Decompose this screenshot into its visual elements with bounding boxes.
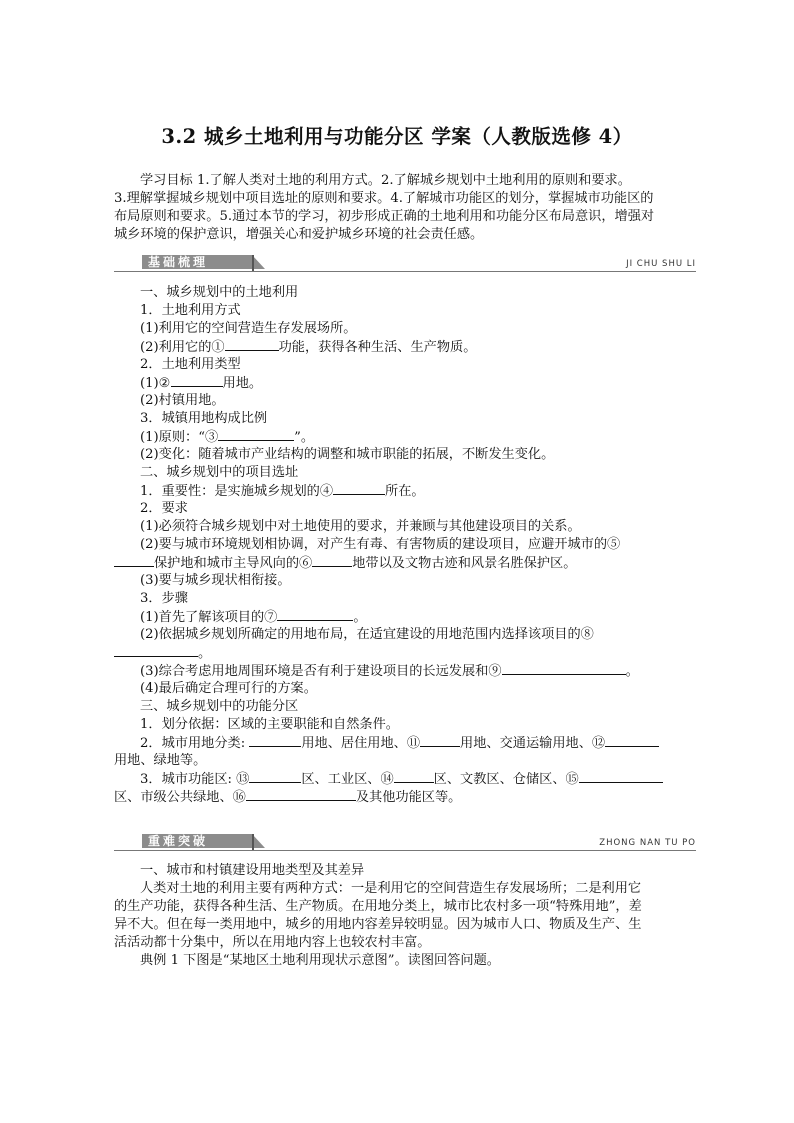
item-3-1 (140, 428, 314, 447)
item-1-2 (140, 338, 476, 357)
zoning-basis: 1．划分依据：区域的主要职能和自然条件。 (140, 717, 399, 732)
bar-notch (252, 834, 254, 850)
text: 2．城市用地分类: (140, 736, 246, 751)
heading-zoning: 三、城乡规划中的功能分区 (140, 699, 299, 714)
item-2-2: (2)村镇用地。 (140, 393, 225, 408)
text: 区、工业区、⑭ (301, 772, 394, 787)
blank-6[interactable] (312, 554, 352, 567)
goals-line-1: 学习目标 1.了解人类对土地的利用方式。2.了解城乡规划中土地利用的原则和要求。 (140, 173, 631, 188)
section-bar-pinyin: JI CHU SHU LI (626, 259, 696, 269)
step-2: (2)依据城乡规划所确定的用地布局，在适宜建设的用地范围内选择该项目的⑧ (140, 627, 594, 642)
section-bar-pinyin: ZHONG NAN TU PO (599, 838, 696, 848)
text: ”。 (294, 430, 315, 445)
step-4: (4)最后确定合理可行的方案。 (140, 681, 317, 696)
function-zones (140, 770, 663, 789)
goals-line-4: 城乡环境的保护意识，增强关心和爱护城乡环境的社会责任感。 (114, 227, 484, 242)
blank-13[interactable] (249, 770, 301, 783)
text: 3．城市功能区: ⑬ (140, 772, 250, 787)
text: 区、市级公共绿地、⑯ (114, 790, 246, 805)
text: 用地。 (222, 376, 263, 391)
page-title: 3.2 城乡土地利用与功能分区 学案（人教版选修 4） (161, 125, 633, 148)
blank-15[interactable] (579, 770, 663, 783)
text: (3)综合考虑用地周围环境是否有利于建设项目的长远发展和⑨ (140, 664, 502, 679)
item-importance (140, 482, 425, 501)
bar-rule (114, 850, 696, 851)
text: (1)首先了解该项目的⑦ (140, 610, 278, 625)
para-line-3: 异不大。但在每一类用地中，城乡的用地内容差异较明显。因为城市人口、物质及生产、生 (114, 917, 642, 932)
blank-10[interactable] (249, 734, 301, 747)
step-1 (140, 608, 367, 627)
blank-2[interactable] (171, 374, 223, 387)
req-2: (2)要与城市环境规划相协调，对产生有毒、有害物质的建设项目，应避开城市的⑤ (140, 537, 621, 552)
land-classification-cont: 用地、绿地等。 (114, 753, 207, 768)
blank-1[interactable] (225, 338, 279, 351)
req-2-cont (114, 554, 576, 573)
req-1: (1)必须符合城乡规划中对土地使用的要求，并兼顾与其他建设项目的关系。 (140, 519, 581, 534)
bar-notch (252, 255, 254, 271)
text: 功能，获得各种生活、生产物质。 (278, 340, 477, 355)
blank-12[interactable] (605, 734, 659, 747)
text: 所在。 (385, 484, 425, 499)
text: 地带以及文物古迹和风景名胜保护区。 (352, 556, 577, 571)
blank-14[interactable] (394, 770, 434, 783)
text: 。 (353, 610, 367, 625)
text: (2)利用它的① (140, 340, 225, 355)
text: 。 (198, 646, 212, 661)
text: 。 (625, 664, 639, 679)
item-steps: 3．步骤 (140, 591, 188, 606)
blank-11[interactable] (420, 734, 460, 747)
function-zones-cont (114, 788, 461, 807)
section-bar-label: 基础梳理 (142, 255, 252, 269)
step-2-cont (114, 644, 211, 663)
req-3: (3)要与城乡现状相衔接。 (140, 573, 291, 588)
text: 用地、居住用地、⑪ (301, 736, 421, 751)
text: 用地、交通运输用地、⑫ (460, 736, 606, 751)
item-1-1: (1)利用它的空间营造生存发展场所。 (140, 321, 357, 336)
item-2: 2．土地利用类型 (140, 357, 241, 372)
text: 及其他功能区等。 (355, 790, 462, 805)
heading-land-types: 一、城市和村镇建设用地类型及其差异 (140, 863, 365, 878)
blank-5[interactable] (114, 554, 154, 567)
section-bar-key-points (114, 834, 696, 854)
goals-line-2: 3.理解掌握城乡规划中项目选址的原则和要求。4.了解城市功能区的划分，掌握城市功能区的 (114, 191, 654, 206)
text: (1)原则：“③ (140, 430, 219, 445)
bar-rule (114, 271, 696, 272)
blank-16[interactable] (246, 788, 356, 801)
blank-8[interactable] (114, 644, 198, 657)
item-3-2: (2)变化：随着城市产业结构的调整和城市职能的拓展，不断发生变化。 (140, 447, 555, 462)
item-3: 3．城镇用地构成比例 (140, 411, 268, 426)
blank-3[interactable] (218, 428, 294, 441)
section-bar-basics (114, 255, 696, 275)
text: 区、文教区、仓储区、⑮ (433, 772, 579, 787)
para-line-1: 人类对土地的利用主要有两种方式：一是利用它的空间营造生存发展场所；二是利用它 (140, 881, 642, 896)
item-1: 1．土地利用方式 (140, 303, 241, 318)
goals-line-3: 布局原则和要求。5.通过本节的学习，初步形成正确的土地利用和功能分区布局意识，增强对 (114, 209, 655, 224)
text: 保护地和城市主导风向的⑥ (154, 556, 313, 571)
heading-land-use: 一、城乡规划中的土地利用 (140, 285, 299, 300)
blank-7[interactable] (277, 608, 353, 621)
step-3 (140, 662, 639, 681)
item-requirements: 2．要求 (140, 501, 188, 516)
heading-site-selection: 二、城乡规划中的项目选址 (140, 465, 299, 480)
para-line-2: 的生产功能，获得各种生活、生产物质。在用地分类上，城市比农村多一项“特殊用地”，差 (114, 899, 642, 914)
text: 1．重要性：是实施城乡规划的④ (140, 484, 334, 499)
text: (1)② (140, 376, 171, 391)
item-2-1 (140, 374, 262, 393)
example-1: 典例 1 下图是“某地区土地利用现状示意图”。读图回答问题。 (140, 953, 500, 968)
land-classification (140, 734, 659, 753)
blank-9[interactable] (502, 662, 626, 675)
para-line-4: 活活动都十分集中，所以在用地内容上也较农村丰富。 (114, 935, 431, 950)
blank-4[interactable] (333, 482, 385, 495)
section-bar-label: 重难突破 (142, 834, 252, 848)
